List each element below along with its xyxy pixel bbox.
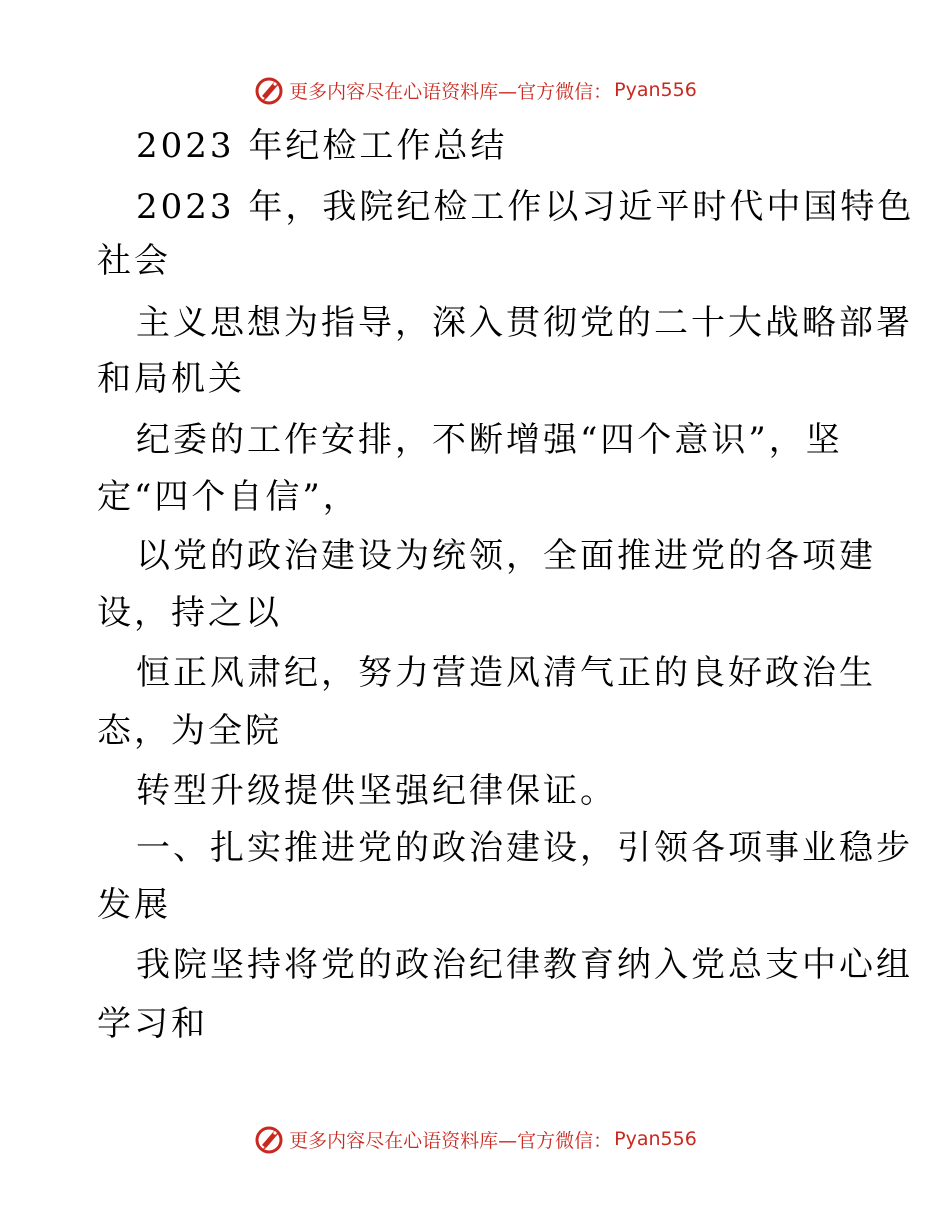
paragraph-line: 我院坚持将党的政治纪律教育纳入党总支中心组 [136, 945, 913, 985]
pen-nib-circle-logo-icon [253, 74, 285, 106]
banner-brand-text: 更多内容尽在心语资料库—官方微信： [289, 1129, 613, 1152]
paragraph-line: 定“四个自信”， [97, 477, 360, 517]
paragraph-line: 和局机关 [97, 359, 245, 399]
footer-banner [0, 1121, 950, 1157]
banner-wechat-id: Pyan556 [614, 1128, 697, 1150]
paragraph-line: 主义思想为指导，深入贯彻党的二十大战略部署 [136, 303, 913, 343]
paragraph-line: 转型升级提供坚强纪律保证。 [136, 771, 617, 811]
pen-nib-circle-logo-icon [253, 1123, 285, 1155]
header-banner [0, 72, 950, 108]
banner-wechat-id: Pyan556 [614, 79, 697, 101]
section-heading: 一、扎实推进党的政治建设，引领各项事业稳步 [136, 828, 913, 868]
banner-brand-text: 更多内容尽在心语资料库—官方微信： [289, 80, 613, 103]
paragraph-line: 纪委的工作安排，不断增强“四个意识”，坚 [136, 420, 843, 460]
paragraph-line: 2023 年，我院纪检工作以习近平时代中国特色 [136, 187, 915, 227]
paragraph-line: 态，为全院 [97, 711, 282, 751]
paragraph-line: 以党的政治建设为统领，全面推进党的各项建 [136, 536, 876, 576]
paragraph-line: 设，持之以 [97, 593, 282, 633]
section-heading-continued: 发展 [97, 885, 171, 925]
paragraph-line: 社会 [97, 241, 171, 281]
paragraph-line: 学习和 [97, 1004, 208, 1044]
document-title: 2023 年纪检工作总结 [136, 126, 508, 166]
paragraph-line: 恒正风肃纪，努力营造风清气正的良好政治生 [136, 653, 876, 693]
